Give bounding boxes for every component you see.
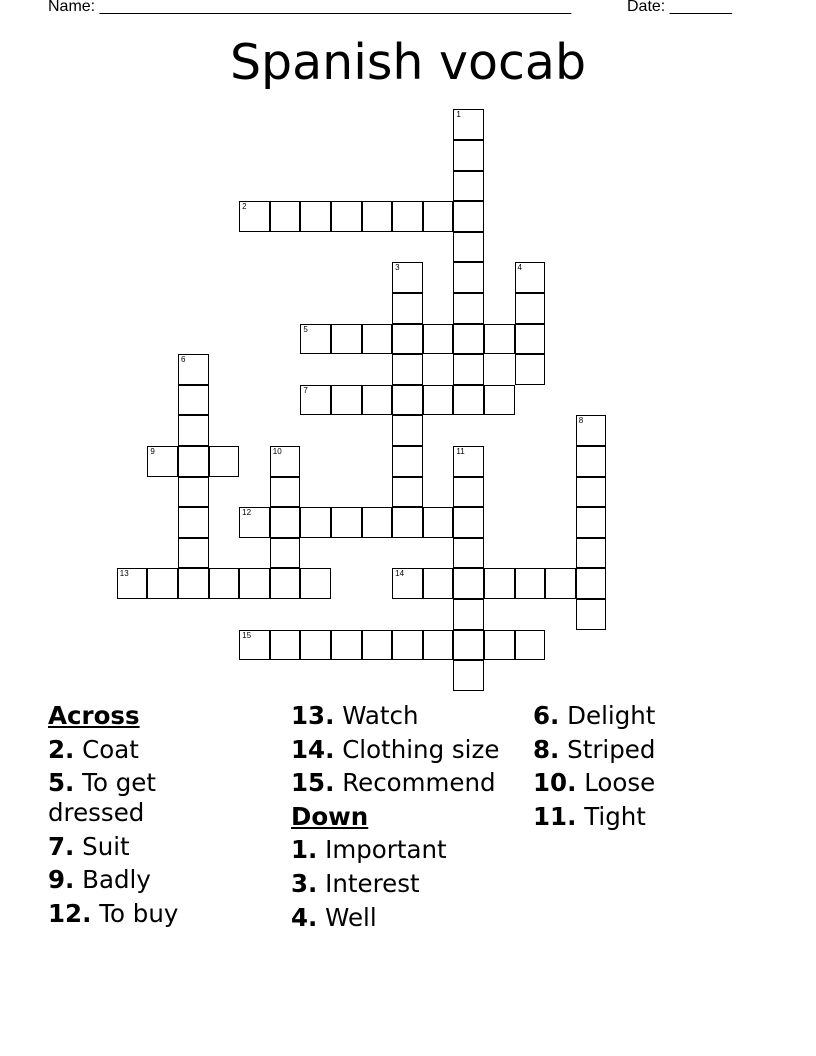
grid-cell[interactable] xyxy=(147,568,178,599)
clue-across-9: 9. Badly xyxy=(48,865,151,895)
grid-cell[interactable] xyxy=(270,568,301,599)
clue-number: 5 xyxy=(303,324,308,334)
grid-cell[interactable] xyxy=(515,293,546,324)
grid-cell[interactable] xyxy=(178,354,209,385)
page-title: Spanish vocab xyxy=(229,34,587,91)
clue-down-3: 3. Interest xyxy=(291,868,420,898)
grid-cell[interactable] xyxy=(423,385,454,416)
grid-cell[interactable] xyxy=(423,201,454,232)
grid-cell[interactable] xyxy=(453,507,484,538)
grid-cell[interactable] xyxy=(362,630,393,661)
grid-cell[interactable] xyxy=(392,507,423,538)
clue-down-10: 10. Loose xyxy=(533,768,656,798)
grid-cell[interactable] xyxy=(178,446,209,477)
grid-cell[interactable] xyxy=(576,477,607,508)
grid-cell[interactable] xyxy=(576,446,607,477)
grid-cell[interactable] xyxy=(453,171,484,202)
clue-number: 2 xyxy=(242,202,247,212)
grid-cell[interactable] xyxy=(515,354,546,385)
grid-cell[interactable] xyxy=(300,324,331,355)
clue-number: 8 xyxy=(578,416,584,426)
grid-cell[interactable] xyxy=(392,446,423,477)
grid-cell[interactable] xyxy=(453,109,484,140)
grid-cell[interactable] xyxy=(300,201,331,232)
grid-cell[interactable] xyxy=(453,385,484,416)
grid-cell[interactable] xyxy=(392,385,423,416)
grid-cell[interactable] xyxy=(178,477,209,508)
grid-cell[interactable] xyxy=(515,568,546,599)
grid-cell[interactable] xyxy=(270,201,301,232)
grid-cell[interactable] xyxy=(331,324,362,355)
grid-cell[interactable] xyxy=(209,568,240,599)
grid-cell[interactable] xyxy=(545,568,576,599)
grid-cell[interactable] xyxy=(515,262,546,293)
grid-cell[interactable] xyxy=(117,568,148,599)
grid-cell[interactable] xyxy=(300,385,331,416)
clue-number: 13 xyxy=(119,569,129,579)
grid-cell[interactable] xyxy=(392,354,423,385)
clue-across-12: 12. To buy xyxy=(48,898,179,928)
clue-number: 9 xyxy=(150,446,155,456)
grid-cell[interactable] xyxy=(576,538,607,569)
clue-number: 14 xyxy=(395,569,405,579)
grid-cell[interactable] xyxy=(423,568,454,599)
clue-number: 12 xyxy=(242,508,252,518)
grid-cell[interactable] xyxy=(484,630,515,661)
across-heading: Across xyxy=(48,701,140,730)
clue-down-6: 6. Delight xyxy=(533,701,656,730)
grid-cell[interactable] xyxy=(392,201,423,232)
grid-cell[interactable] xyxy=(515,630,546,661)
grid-cell[interactable] xyxy=(362,324,393,355)
grid-cell[interactable] xyxy=(239,568,270,599)
grid-cell[interactable] xyxy=(423,630,454,661)
grid-cell[interactable] xyxy=(576,507,607,538)
grid-cell[interactable] xyxy=(270,507,301,538)
grid-cell[interactable] xyxy=(300,568,331,599)
clue-number: 10 xyxy=(272,446,282,456)
grid-cell[interactable] xyxy=(392,477,423,508)
grid-cell[interactable] xyxy=(453,599,484,630)
clue-number: 1 xyxy=(456,110,461,120)
grid-cell[interactable] xyxy=(362,507,393,538)
grid-cell[interactable] xyxy=(576,599,607,630)
clue-column-1 xyxy=(48,701,288,933)
clue-down-8: 8. Striped xyxy=(533,734,656,764)
grid-cell[interactable] xyxy=(453,140,484,171)
date-label: Date: xyxy=(627,0,666,15)
grid-cell[interactable] xyxy=(576,415,607,446)
date-blank: _______ xyxy=(669,0,732,15)
grid-cell[interactable] xyxy=(178,415,209,446)
grid-cell[interactable] xyxy=(453,201,484,232)
grid-cell[interactable] xyxy=(453,232,484,263)
grid-cell[interactable] xyxy=(484,568,515,599)
clue-number: 11 xyxy=(456,446,465,456)
clue-number: 3 xyxy=(395,263,400,273)
grid-cell[interactable] xyxy=(484,385,515,416)
grid-cell[interactable] xyxy=(453,568,484,599)
grid-cell[interactable] xyxy=(576,568,607,599)
clue-across-5: 5. To get dressed xyxy=(48,768,156,828)
grid-cell[interactable] xyxy=(270,630,301,661)
grid-cell[interactable] xyxy=(453,262,484,293)
clue-across-13: 13. Watch xyxy=(291,701,419,730)
grid-cell[interactable] xyxy=(331,201,362,232)
grid-cell[interactable] xyxy=(270,538,301,569)
clue-number: 6 xyxy=(180,355,186,365)
grid-cell[interactable] xyxy=(453,354,484,385)
grid-cell[interactable] xyxy=(300,507,331,538)
clue-down-11: 11. Tight xyxy=(533,801,646,831)
clue-across-2: 2. Coat xyxy=(48,734,139,764)
grid-cell[interactable] xyxy=(392,415,423,446)
grid-cell[interactable] xyxy=(453,630,484,661)
grid-cell[interactable] xyxy=(270,446,301,477)
grid-cell[interactable] xyxy=(270,477,301,508)
grid-cell[interactable] xyxy=(331,507,362,538)
grid-cell[interactable] xyxy=(453,293,484,324)
grid-cell[interactable] xyxy=(178,385,209,416)
clue-column-2 xyxy=(291,701,531,936)
grid-cell[interactable] xyxy=(484,324,515,355)
grid-cell[interactable] xyxy=(331,385,362,416)
grid-cell[interactable] xyxy=(178,507,209,538)
grid-cell[interactable] xyxy=(392,293,423,324)
clue-down-4: 4. Well xyxy=(291,902,377,932)
clue-across-14: 14. Clothing size xyxy=(291,734,500,764)
clue-number: 4 xyxy=(517,263,522,273)
grid-cell[interactable] xyxy=(239,630,270,661)
grid-cell[interactable] xyxy=(392,630,423,661)
grid-cell[interactable] xyxy=(392,568,423,599)
grid-cell[interactable] xyxy=(331,630,362,661)
name-blank: _____________________________________________________ xyxy=(99,0,572,15)
grid-cell[interactable] xyxy=(453,324,484,355)
grid-cell[interactable] xyxy=(453,660,484,691)
clue-across-15: 15. Recommend xyxy=(291,768,496,798)
grid-cell[interactable] xyxy=(147,446,178,477)
grid-cell[interactable] xyxy=(392,324,423,355)
grid-cell[interactable] xyxy=(178,568,209,599)
grid-cell[interactable] xyxy=(423,324,454,355)
grid-cell[interactable] xyxy=(515,324,546,355)
grid-cell[interactable] xyxy=(239,507,270,538)
clue-number: 15 xyxy=(242,630,252,640)
grid-cell[interactable] xyxy=(300,630,331,661)
grid-cell[interactable] xyxy=(362,201,393,232)
grid-cell[interactable] xyxy=(178,538,209,569)
grid-cell[interactable] xyxy=(453,538,484,569)
name-label: Name: xyxy=(48,0,96,15)
grid-cell[interactable] xyxy=(209,446,240,477)
clue-column-3 xyxy=(533,701,773,835)
grid-cell[interactable] xyxy=(453,446,484,477)
down-heading: Down xyxy=(291,801,369,831)
grid-cell[interactable] xyxy=(239,201,270,232)
clue-across-7: 7. Suit xyxy=(48,831,130,861)
grid-cell[interactable] xyxy=(453,477,484,508)
grid-cell[interactable] xyxy=(423,507,454,538)
clue-number: 7 xyxy=(303,385,308,395)
grid-cell[interactable] xyxy=(362,385,393,416)
grid-cell[interactable] xyxy=(392,262,423,293)
clue-down-1: 1. Important xyxy=(291,835,447,865)
